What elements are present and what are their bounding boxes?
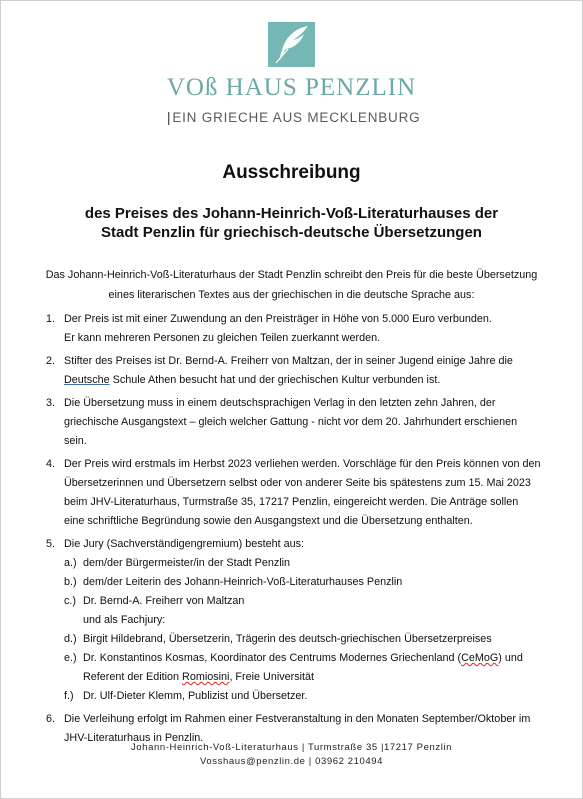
sub-label: c.) <box>64 595 76 607</box>
jury-member-e <box>0 649 583 687</box>
subtitle <box>30 204 553 242</box>
logo <box>268 22 315 67</box>
footer <box>0 741 583 769</box>
intro-paragraph <box>22 265 561 305</box>
list-number: 5. <box>46 538 56 550</box>
list-text: Übersetzerinnen und Übersetzern selbst oder von anderer Seite bis spätestens zum 15. Mai 2023 <box>64 477 531 489</box>
jury-member-d <box>0 630 583 649</box>
list-text: Stifter des Preises ist Dr. Bernd-A. Freiherr von Maltzan, der in seiner Jugend einige Jahre die <box>64 355 513 367</box>
jury-member-f <box>0 687 583 706</box>
intro-line-1: Das Johann-Heinrich-Voß-Literaturhaus der Stadt Penzlin schreibt den Preis für die beste Übersetzung <box>45 269 538 281</box>
footer-contact: Vosshaus@penzlin.de | 03962 210494 <box>199 756 384 767</box>
jury-member-c <box>0 592 583 630</box>
brand-name: VOß HAUS PENZLIN <box>166 74 417 101</box>
list-item-2 <box>0 352 583 390</box>
list-text: eine schriftliche Begründung sowie den Ausgangstext und die Übersetzung enthalten. <box>64 515 473 527</box>
sub-text: Dr. Konstantinos Kosmas, Koordinator des Centrums Modernes Griechenland (CeMoG) und <box>83 652 523 664</box>
sub-text: und als Fachjury: <box>83 614 166 626</box>
jury-member-a <box>0 554 583 573</box>
list-text: beim JHV-Literaturhaus, Turmstraße 35, 17217 Penzlin, eingereicht werden. Die Anträge sollen <box>64 496 519 508</box>
sub-label: d.) <box>64 633 77 645</box>
list-text: Die Übersetzung muss in einem deutschsprachigen Verlag in den letzten zehn Jahren, der <box>64 397 496 409</box>
list-number: 6. <box>46 713 56 725</box>
sub-text: Birgit Hildebrand, Übersetzerin, Trägerin des deutsch-griechischen Übersetzerpreises <box>83 633 492 645</box>
list-text: Der Preis wird erstmals im Herbst 2023 verliehen werden. Vorschläge für den Preis können von den <box>64 458 541 470</box>
list-item-5 <box>0 535 583 554</box>
sub-label: e.) <box>64 652 77 664</box>
sub-text: Dr. Bernd-A. Freiherr von Maltzan <box>83 595 245 607</box>
list-text: sein. <box>64 435 87 447</box>
footer-address: Johann-Heinrich-Voß-Literaturhaus | Turmstraße 35 |17217 Penzlin <box>130 742 453 753</box>
list-number: 4. <box>46 458 56 470</box>
list-item-3 <box>0 394 583 451</box>
list-text: JHV-Literaturhaus in Penzlin. <box>64 732 204 744</box>
jury-member-b <box>0 573 583 592</box>
sub-text: dem/der Leiterin des Johann-Heinrich-Voß-Literaturhauses Penzlin <box>83 576 403 588</box>
subtitle-line-1: des Preises des Johann-Heinrich-Voß-Literaturhauses der <box>84 205 499 222</box>
list-text: Der Preis ist mit einer Zuwendung an den Preisträger in Höhe von 5.000 Euro verbunden. <box>64 313 492 325</box>
list-text: griechische Ausgangstext – gleich welcher Gattung - nicht vor dem 20. Jahrhundert erschienen <box>64 416 518 428</box>
list-text: Er kann mehreren Personen zu gleichen Teilen zuerkannt werden. <box>64 332 381 344</box>
list-text: Deutsche Schule Athen besucht hat und der griechischen Kultur verbunden ist. <box>64 374 441 386</box>
sub-text: Dr. Ulf-Dieter Klemm, Publizist und Übersetzer. <box>83 690 308 702</box>
quill-feather-icon <box>268 22 315 67</box>
sub-text: dem/der Bürgermeister/in der Stadt Penzlin <box>83 557 291 569</box>
list-number: 3. <box>46 397 56 409</box>
list-number: 1. <box>46 313 56 325</box>
list-item-4 <box>0 455 583 531</box>
list-item-1 <box>0 310 583 348</box>
underlined-word: Deutsche <box>64 374 110 386</box>
sub-text: Referent der Edition Romiosini, Freie Universität <box>83 671 315 683</box>
list-text: Die Jury (Sachverständigengremium) besteht aus: <box>64 538 305 550</box>
page-title: Ausschreibung <box>222 162 361 183</box>
numbered-list <box>0 310 583 748</box>
intro-line-2: eines literarischen Textes aus der griechischen in die deutsche Sprache aus: <box>108 289 475 301</box>
sub-label: f.) <box>64 690 74 702</box>
list-text: Die Verleihung erfolgt im Rahmen einer Festveranstaltung in den Monaten September/Oktober im <box>64 713 531 725</box>
subtitle-line-2: Stadt Penzlin für griechisch-deutsche Übersetzungen <box>101 224 482 241</box>
brand-tagline: |EIN GRIECHE AUS MECKLENBURG <box>167 110 421 125</box>
spellcheck-word: CeMoG <box>461 652 499 664</box>
spellcheck-word: Romiosini <box>182 671 230 683</box>
sub-label: b.) <box>64 576 77 588</box>
sub-label: a.) <box>64 557 77 569</box>
list-number: 2. <box>46 355 56 367</box>
